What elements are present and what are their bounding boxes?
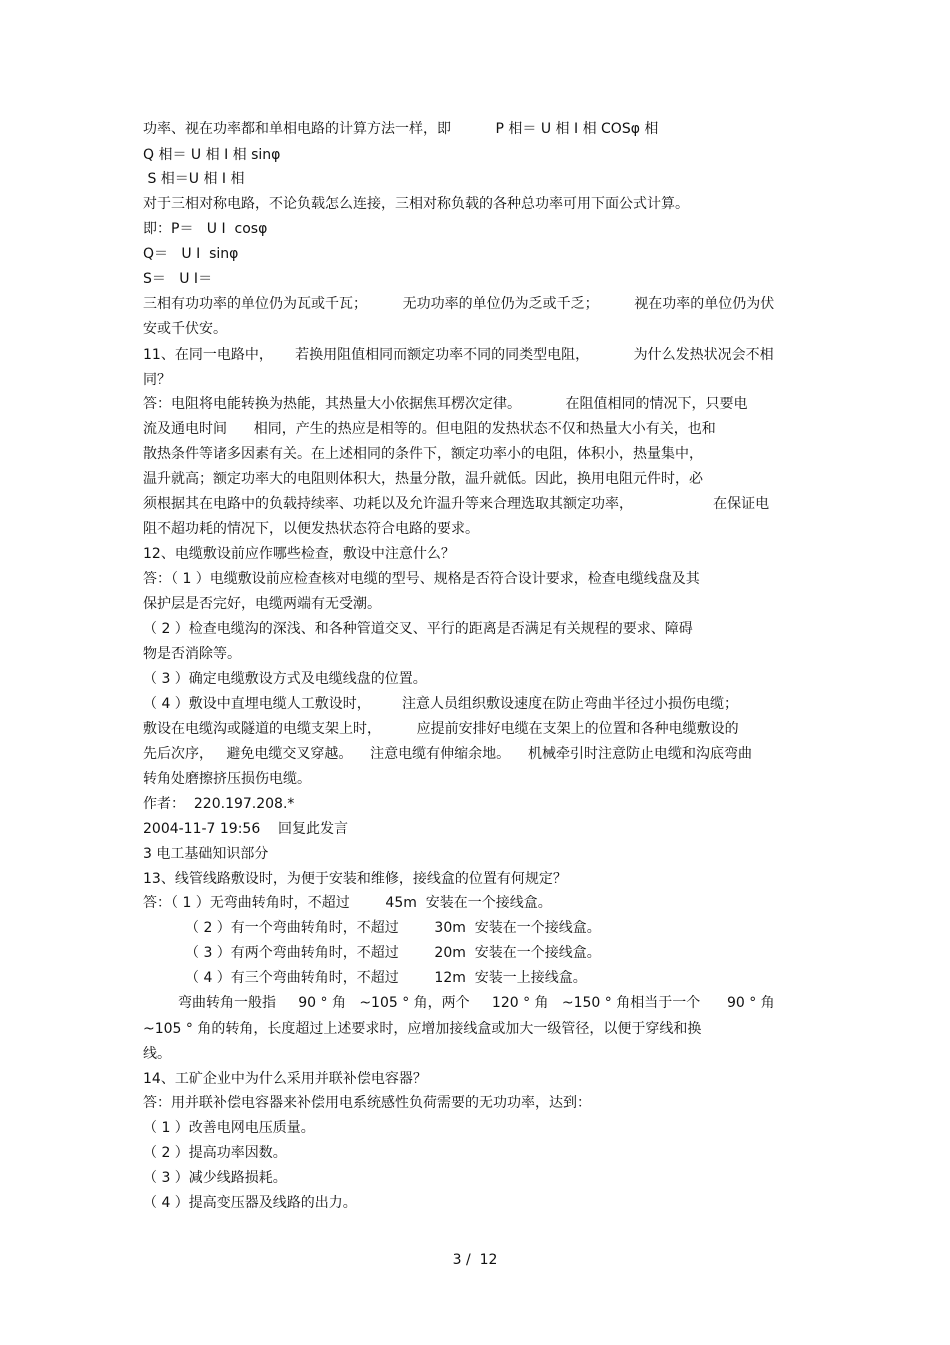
text-line: 功率、视在功率都和单相电路的计算方法一样，即 P 相＝ U 相 I 相 COSφ 相 xyxy=(143,121,659,137)
text-line: 即：P＝ U I cosφ xyxy=(143,221,268,237)
answer-13: 答：（ 1 ）无弯曲转角时，不超过 45m 安装在一个接线盒。 xyxy=(143,895,552,911)
text-line: 保护层是否完好，电缆两端有无受潮。 xyxy=(143,596,381,612)
post-timestamp: 2004-11-7 19:56 回复此发言 xyxy=(143,821,349,837)
question-14: 14、工矿企业中为什么采用并联补偿电容器？ xyxy=(143,1071,427,1087)
text-line: （ 1 ）改善电网电压质量。 xyxy=(143,1120,315,1136)
text-line: （ 4 ）敷设中直埋电缆人工敷设时， 注意人员组织敷设速度在防止弯曲半径过小损伤电缆； xyxy=(143,696,738,712)
text-line: Q＝ U I sinφ xyxy=(143,246,239,262)
text-line: 对于三相对称电路，不论负载怎么连接，三相对称负载的各种总功率可用下面公式计算。 xyxy=(143,196,689,212)
text-line: 同？ xyxy=(143,372,171,388)
question-12: 12、电缆敷设前应作哪些检查，敷设中注意什么？ xyxy=(143,546,455,562)
text-line: （ 4 ）提高变压器及线路的出力。 xyxy=(143,1195,357,1211)
text-line: Q 相＝ U 相 I 相 sinφ xyxy=(143,147,281,163)
text-line: （ 4 ）有三个弯曲转角时，不超过 12m 安装一上接线盒。 xyxy=(185,970,587,986)
text-line: 先后次序， 避免电缆交叉穿越。 注意电缆有伸缩余地。 机械牵引时注意防止电缆和沟底弯曲 xyxy=(143,746,752,762)
text-line: S＝ U I＝ xyxy=(143,271,213,287)
text-line: 三相有功功率的单位仍为瓦或千瓦； 无功功率的单位仍为乏或千乏； 视在功率的单位仍为伏 xyxy=(143,296,775,312)
text-line: 转角处磨擦挤压损伤电缆。 xyxy=(143,771,311,787)
section-heading: 3 电工基础知识部分 xyxy=(143,846,269,862)
page-number: 3 / 12 xyxy=(452,1252,498,1268)
text-line: 阻不超功耗的情况下，以便发热状态符合电路的要求。 xyxy=(143,521,479,537)
text-line: 须根据其在电路中的负载持续率、功耗以及允许温升等来合理选取其额定功率， 在保证电 xyxy=(143,496,770,512)
text-line: S 相＝U 相 I 相 xyxy=(143,171,245,187)
text-line: （ 2 ）检查电缆沟的深浅、和各种管道交叉、平行的距离是否满足有关规程的要求、障碍 xyxy=(143,621,693,637)
text-line: 物是否消除等。 xyxy=(143,646,241,662)
text-line: 安或千伏安。 xyxy=(143,321,227,337)
question-11: 11、在同一电路中， 若换用阻值相同而额定功率不同的同类型电阻， 为什么发热状况会不相 xyxy=(143,347,774,363)
text-line: ~105 ° 角的转角，长度超过上述要求时，应增加接线盒或加大一级管径，以便于穿线和换 xyxy=(143,1021,702,1037)
text-line: 温升就高；额定功率大的电阻则体积大，热量分散，温升就低。因此，换用电阻元件时，必 xyxy=(143,471,703,487)
text-line: （ 3 ）有两个弯曲转角时，不超过 20m 安装在一个接线盒。 xyxy=(185,945,601,961)
text-line: 线。 xyxy=(143,1046,171,1062)
answer-12: 答：（ 1 ）电缆敷设前应检查核对电缆的型号、规格是否符合设计要求，检查电缆线盘及其 xyxy=(143,571,700,587)
text-line: （ 2 ）提高功率因数。 xyxy=(143,1145,287,1161)
text-line: （ 3 ）减少线路损耗。 xyxy=(143,1170,287,1186)
answer-11: 答：电阻将电能转换为热能，其热量大小依据焦耳楞次定律。 在阻值相同的情况下，只要电 xyxy=(143,396,748,412)
text-line: 散热条件等诸多因素有关。在上述相同的条件下，额定功率小的电阻，体积小，热量集中， xyxy=(143,446,703,462)
text-line: 敷设在电缆沟或隧道的电缆支架上时， 应提前安排好电缆在支架上的位置和各种电缆敷设的 xyxy=(143,721,739,737)
text-line: 弯曲转角一般指 90 ° 角 ~105 ° 角，两个 120 ° 角 ~150 ° 角相当于一个 90 ° 角 xyxy=(178,995,775,1011)
answer-14: 答：用并联补偿电容器来补偿用电系统感性负荷需要的无功功率，达到： xyxy=(143,1095,591,1111)
question-13: 13、线管线路敷设时，为便于安装和维修，接线盒的位置有何规定？ xyxy=(143,871,567,887)
text-line: 流及通电时间 相同，产生的热应是相等的。但电阻的发热状态不仅和热量大小有关，也和 xyxy=(143,421,716,437)
author-line: 作者： 220.197.208.* xyxy=(143,796,295,812)
text-line: （ 2 ）有一个弯曲转角时，不超过 30m 安装在一个接线盒。 xyxy=(185,920,601,936)
text-line: （ 3 ）确定电缆敷设方式及电缆线盘的位置。 xyxy=(143,671,427,687)
